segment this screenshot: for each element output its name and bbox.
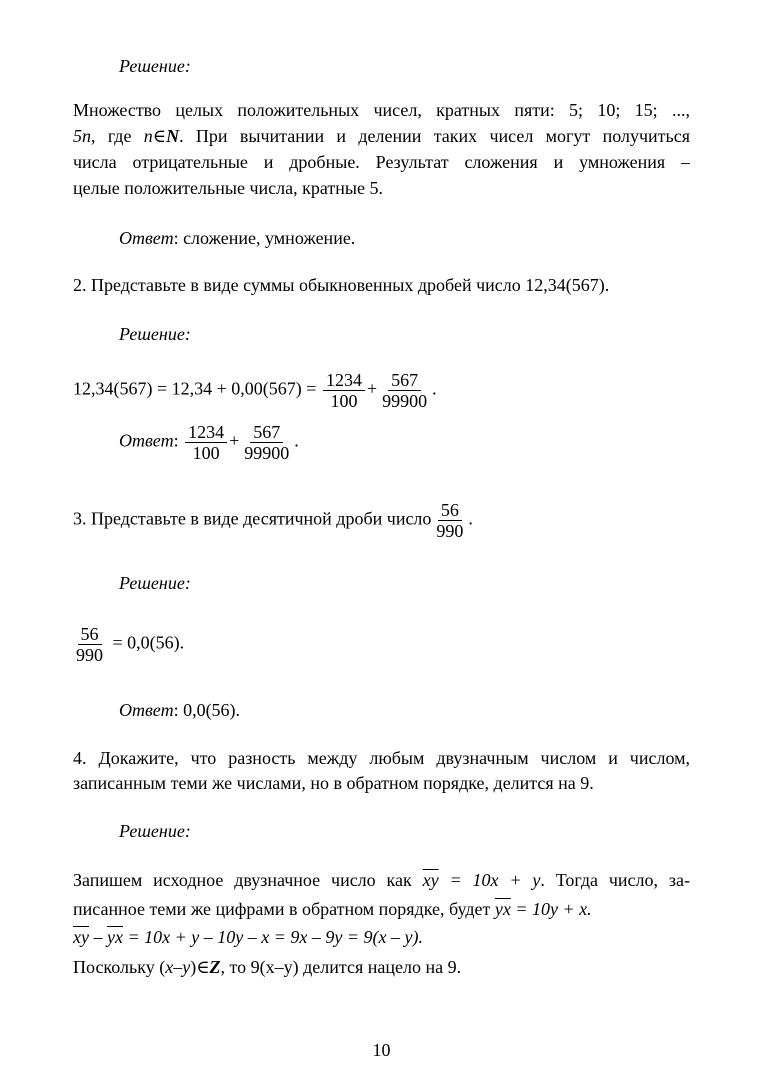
fraction [241, 422, 292, 463]
page-number: 10 [372, 1040, 391, 1060]
period: . [432, 378, 437, 399]
math-xy: $\overline{xy}$ [422, 870, 439, 890]
math-xy: $\overline{xy}$ [73, 927, 89, 947]
problem-statement: 4. Докажите, что разность между любым двузначным числом и числом, [73, 748, 690, 768]
proof-line [73, 897, 690, 922]
plus-sign: + [229, 430, 240, 451]
colon: : [173, 430, 179, 451]
fraction [323, 370, 365, 411]
solution-label: Решение: [119, 324, 191, 344]
math-yx: $\overline{yx}$ [106, 927, 123, 947]
math-var: n∈ [143, 126, 167, 146]
denominator: 100 [330, 391, 358, 411]
math-var: 5n [73, 126, 91, 146]
solution-label: Решение: [119, 56, 191, 76]
paragraph-line: Множество целых положительных чисел, кратных пяти: 5; 10; 15; ..., [73, 100, 690, 120]
answer-label: Ответ [119, 228, 174, 248]
denominator: 100 [192, 443, 220, 463]
statement-text: 3. Представьте в виде десятичной дроби число [73, 508, 432, 529]
numerator: 56 [78, 624, 102, 645]
answer-text: : 0,0(56). [173, 700, 241, 720]
numerator: 56 [438, 500, 462, 521]
problem-statement: записанным теми же числами, но в обратном порядке, делится на 9. [73, 773, 594, 793]
proof-line [73, 925, 690, 950]
numerator: 1234 [185, 422, 227, 443]
answer-text: : сложение, умножение. [173, 228, 356, 248]
text: . При вычитании и делении таких чисел могут получиться [179, 126, 690, 146]
equation-rhs: = 0,0(56) [112, 632, 180, 653]
fraction [73, 624, 106, 665]
math-eq: = 10x + y – 10y – x = 9x – 9y = 9(x – y). [122, 927, 423, 947]
paragraph-line: числа отрицательные и дробные. Результат сложения и умножения – [73, 152, 690, 172]
denominator: 99900 [244, 443, 290, 463]
period: . [179, 632, 185, 653]
paragraph-line: целые положительные числа, кратные 5. [73, 178, 383, 198]
set-symbol: N [166, 126, 180, 146]
answer-line [119, 698, 679, 723]
math-eq: = 10y + x. [510, 899, 592, 919]
fraction [433, 500, 466, 541]
solution-label: Решение: [119, 821, 191, 841]
set-symbol: Z [209, 957, 221, 977]
period: . [468, 508, 473, 529]
math-yx: $\overline{yx}$ [494, 899, 511, 919]
denominator: 99900 [382, 391, 428, 411]
proof-line [73, 955, 690, 980]
proof-line [73, 868, 690, 893]
answer-label: Ответ [119, 700, 174, 720]
text: . Тогда число, за- [540, 870, 690, 890]
equation [73, 370, 690, 411]
plus-sign: + [366, 378, 378, 399]
fraction [379, 370, 430, 411]
denominator: 990 [76, 645, 103, 665]
text: )∈ [190, 957, 210, 977]
numerator: 567 [250, 422, 283, 443]
text: Запишем исходное двузначное число как [73, 870, 423, 890]
equation-lhs: 12,34(567) = 12,34 + 0,00(567) = [73, 378, 317, 399]
text: , то 9(x–y) делится нацело на 9. [220, 957, 462, 977]
text: , где [91, 126, 144, 146]
numerator: 567 [388, 370, 421, 391]
math-var: x–y [165, 957, 191, 977]
answer-label: Ответ [119, 430, 174, 451]
minus: – [88, 927, 107, 947]
solution-label: Решение: [119, 573, 191, 593]
answer-line [119, 226, 679, 251]
math-eq: = 10x + y [438, 870, 541, 890]
text: Поскольку ( [73, 957, 166, 977]
text: писанное теми же цифрами в обратном порядке, будет [73, 899, 495, 919]
problem-statement [73, 500, 690, 541]
fraction [185, 422, 227, 463]
period: . [294, 430, 299, 451]
problem-statement: 2. Представьте в виде суммы обыкновенных дробей число 12,34(567). [73, 275, 610, 295]
paragraph-line [73, 124, 690, 149]
answer-line [119, 422, 679, 463]
numerator: 1234 [323, 370, 365, 391]
equation [73, 624, 690, 665]
denominator: 990 [436, 521, 464, 541]
